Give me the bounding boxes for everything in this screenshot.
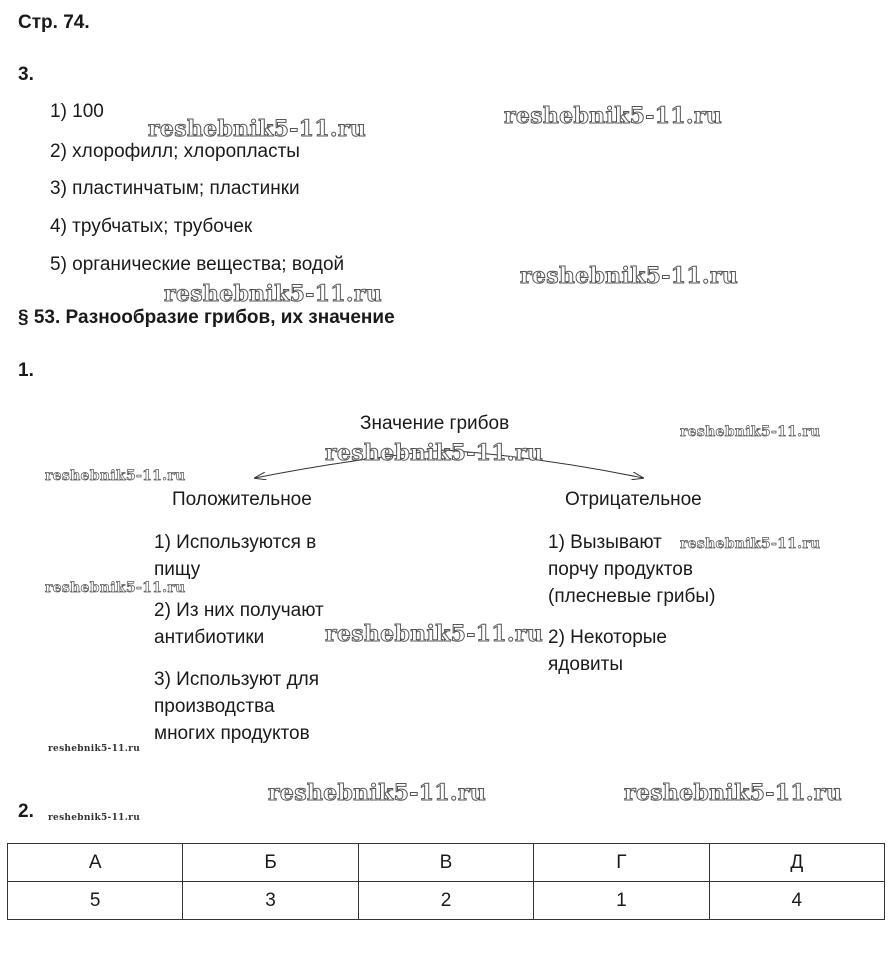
left-item-1-line-2: пищу bbox=[154, 559, 201, 580]
left-item-3-line-3: многих продуктов bbox=[154, 723, 310, 744]
task3-item-4: 4) трубчатых; трубочек bbox=[50, 216, 253, 237]
right-item-1-line-1: 1) Вызывают bbox=[548, 532, 662, 553]
task3-item-1: 1) 100 bbox=[50, 101, 104, 122]
table-value-row bbox=[8, 882, 885, 920]
watermark: reshebnik5-11.ru bbox=[520, 263, 739, 289]
table-header-cell: Б bbox=[183, 844, 358, 882]
table-value-cell: 3 bbox=[183, 882, 358, 920]
watermark: reshebnik5-11.ru bbox=[624, 780, 843, 806]
table-value-cell: 2 bbox=[358, 882, 533, 920]
task3-item-5: 5) органические вещества; водой bbox=[50, 254, 345, 275]
right-item-2-line-1: 2) Некоторые bbox=[548, 627, 667, 648]
page-header: Стр. 74. bbox=[18, 12, 90, 33]
diagram-root: Значение грибов bbox=[360, 413, 510, 434]
right-heading: Отрицательное bbox=[565, 489, 702, 510]
watermark: reshebnik5-11.ru bbox=[680, 536, 821, 552]
watermark: reshebnik5-11.ru bbox=[325, 621, 544, 647]
table-value-cell: 5 bbox=[8, 882, 183, 920]
right-item-1-line-2: порчу продуктов bbox=[548, 559, 693, 580]
task1-number: 1. bbox=[18, 360, 34, 381]
watermark: reshebnik5-11.ru bbox=[48, 813, 141, 823]
watermark: reshebnik5-11.ru bbox=[680, 424, 821, 440]
watermark: reshebnik5-11.ru bbox=[268, 780, 487, 806]
table-header-cell: Д bbox=[709, 844, 884, 882]
left-item-2-line-2: антибиотики bbox=[154, 627, 265, 648]
watermark: reshebnik5-11.ru bbox=[164, 281, 383, 307]
watermark: reshebnik5-11.ru bbox=[148, 116, 367, 142]
watermark: reshebnik5-11.ru bbox=[325, 440, 544, 466]
table-header-row bbox=[8, 844, 885, 882]
table-value-cell: 4 bbox=[709, 882, 884, 920]
right-item-2-line-2: ядовиты bbox=[548, 654, 624, 675]
left-item-3-line-1: 3) Используют для bbox=[154, 669, 320, 690]
left-item-2-line-1: 2) Из них получают bbox=[154, 600, 324, 621]
watermark: reshebnik5-11.ru bbox=[45, 468, 186, 484]
left-item-1-line-1: 1) Используются в bbox=[154, 532, 317, 553]
task2-number: 2. bbox=[18, 801, 34, 822]
table-header-cell: В bbox=[358, 844, 533, 882]
table-header-cell: А bbox=[8, 844, 183, 882]
watermark: reshebnik5-11.ru bbox=[504, 103, 723, 129]
task3-number: 3. bbox=[18, 64, 34, 85]
answer-table bbox=[7, 843, 885, 920]
table-header-cell: Г bbox=[534, 844, 709, 882]
task3-item-3: 3) пластинчатым; пластинки bbox=[50, 178, 300, 199]
watermark: reshebnik5-11.ru bbox=[45, 580, 186, 596]
left-heading: Положительное bbox=[172, 489, 312, 510]
watermark: reshebnik5-11.ru bbox=[48, 744, 141, 754]
left-item-3-line-2: производства bbox=[154, 696, 275, 717]
task3-item-2: 2) хлорофилл; хлоропласты bbox=[50, 141, 300, 162]
right-item-1-line-3: (плесневые грибы) bbox=[548, 586, 716, 607]
table-value-cell: 1 bbox=[534, 882, 709, 920]
section-title: § 53. Разнообразие грибов, их значение bbox=[18, 307, 395, 328]
